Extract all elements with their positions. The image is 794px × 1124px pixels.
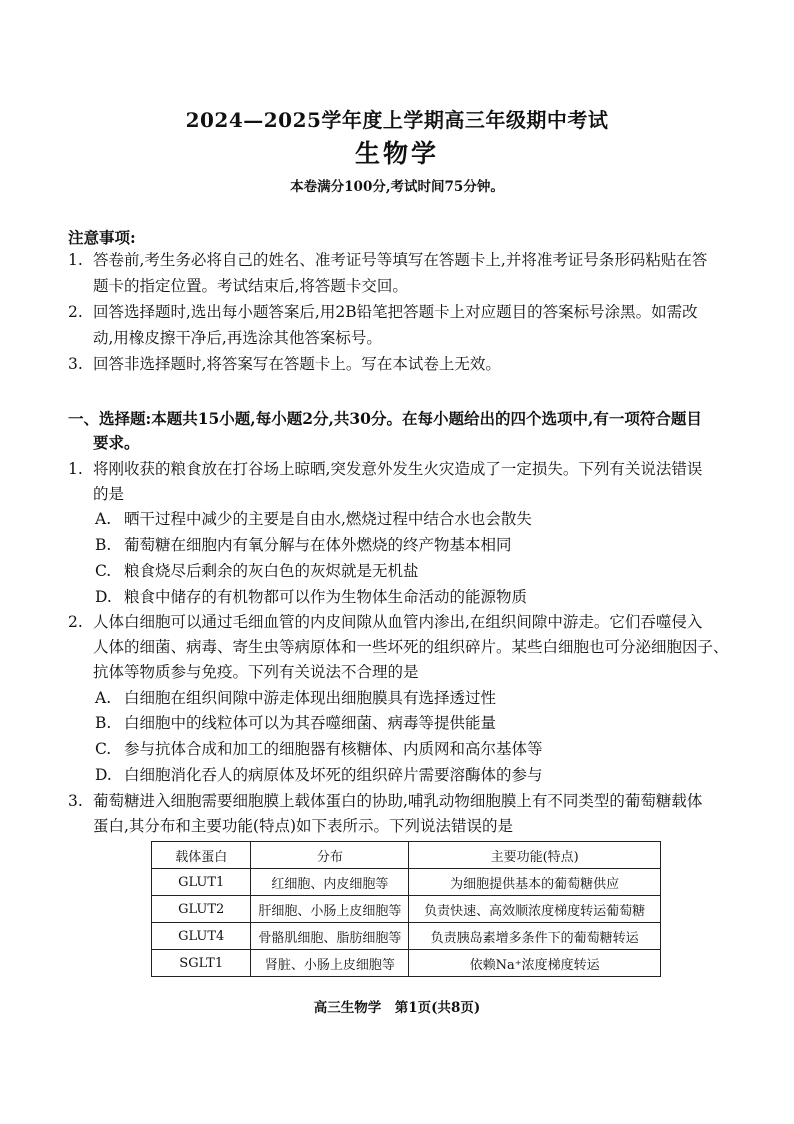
question-number: 1.: [68, 460, 83, 478]
option-letter: A.: [95, 510, 112, 528]
question-number: 2.: [68, 613, 83, 631]
table-header: 主要功能(特点): [409, 842, 661, 869]
notice-heading: 注意事项:: [68, 228, 136, 247]
section-heading: 一、选择题:本题共15小题,每小题2分,共30分。在每小题给出的四个选项中,有一项符合题目: [68, 409, 702, 428]
table-cell: 负责胰岛素增多条件下的葡萄糖转运: [409, 923, 661, 950]
option-text: 白细胞在组织间隙中游走体现出细胞膜具有选择透过性: [124, 689, 497, 707]
option-text: 白细胞消化吞人的病原体及坏死的组织碎片需要溶酶体的参与: [124, 766, 543, 784]
option-letter: B.: [95, 714, 112, 732]
option-text: 参与抗体合成和加工的细胞器有核糖体、内质网和高尔基体等: [124, 740, 543, 758]
option-letter: C.: [95, 740, 112, 758]
question-stem: 人体的细菌、病毒、寄生虫等病原体和一些坏死的组织碎片。某些白细胞也可分泌细胞因子、: [93, 638, 729, 656]
question-number: 3.: [68, 792, 83, 810]
table-cell: GLUT1: [152, 869, 251, 896]
table-row: [152, 869, 661, 896]
table-row: [152, 923, 661, 950]
table-cell: GLUT4: [152, 923, 251, 950]
table-cell: GLUT2: [152, 896, 251, 923]
notice-num: 2.: [68, 303, 83, 321]
table-header-row: [152, 842, 661, 869]
glucose-transporter-table: [151, 841, 661, 977]
option-text: 粮食中储存的有机物都可以作为生物体生命活动的能源物质: [124, 588, 528, 606]
notice-line: 回答选择题时,选出每小题答案后,用2B铅笔把答题卡上对应题目的答案标号涂黑。如需改: [93, 303, 698, 321]
table-cell: 为细胞提供基本的葡萄糖供应: [409, 869, 661, 896]
subject-title: 生物学: [354, 139, 439, 168]
question-stem: 人体白细胞可以通过毛细血管的内皮间隙从血管内渗出,在组织间隙中游走。它们吞噬侵入: [93, 613, 703, 631]
option-text: 粮食烧尽后剩余的灰白色的灰烬就是无机盐: [124, 562, 419, 580]
table-cell: 骨骼肌细胞、脂肪细胞等: [251, 923, 409, 950]
section-heading: 要求。: [93, 433, 140, 452]
exam-info: 本卷满分100分,考试时间75分钟。: [290, 179, 504, 195]
question-stem: 将刚收获的粮食放在打谷场上晾晒,突发意外发生火灾造成了一定损失。下列有关说法错误: [93, 460, 703, 478]
table-header: 分布: [251, 842, 409, 869]
table-header: 载体蛋白: [152, 842, 251, 869]
notice-num: 1.: [68, 251, 83, 269]
table-cell: 依赖Na⁺浓度梯度转运: [409, 950, 661, 977]
table-cell: 肾脏、小肠上皮细胞等: [251, 950, 409, 977]
table-cell: SGLT1: [152, 950, 251, 977]
option-letter: C.: [95, 562, 112, 580]
exam-title: 2024—2025学年度上学期高三年级期中考试: [185, 108, 609, 132]
option-text: 晒干过程中减少的主要是自由水,燃烧过程中结合水也会散失: [124, 510, 532, 528]
option-letter: B.: [95, 536, 112, 554]
notice-num: 3.: [68, 355, 83, 373]
option-text: 葡萄糖在细胞内有氧分解与在体外燃烧的终产物基本相同: [124, 536, 512, 554]
option-letter: D.: [95, 588, 112, 606]
table-cell: 红细胞、内皮细胞等: [251, 869, 409, 896]
table-cell: 肝细胞、小肠上皮细胞等: [251, 896, 409, 923]
notice-line: 动,用橡皮擦干净后,再选涂其他答案标号。: [93, 329, 382, 347]
option-letter: D.: [95, 766, 112, 784]
question-stem: 葡萄糖进入细胞需要细胞膜上载体蛋白的协助,哺乳动物细胞膜上有不同类型的葡萄糖载体: [93, 792, 703, 810]
notice-line: 回答非选择题时,将答案写在答题卡上。写在本试卷上无效。: [93, 355, 501, 373]
table-row: [152, 950, 661, 977]
notice-line: 答卷前,考生务必将自己的姓名、准考证号等填写在答题卡上,并将准考证号条形码粘贴在答: [93, 251, 708, 269]
question-stem: 抗体等物质参与免疫。下列有关说法不合理的是: [93, 663, 419, 681]
table-row: [152, 896, 661, 923]
table-cell: 负责快速、高效顺浓度梯度转运葡萄糖: [409, 896, 661, 923]
notice-line: 题卡的指定位置。考试结束后,将答题卡交回。: [93, 277, 408, 295]
question-stem: 蛋白,其分布和主要功能(特点)如下表所示。下列说法错误的是: [93, 817, 514, 835]
option-letter: A.: [95, 689, 112, 707]
option-text: 白细胞中的线粒体可以为其吞噬细菌、病毒等提供能量: [124, 714, 497, 732]
page-footer: 高三生物学 第1页(共8页): [313, 1000, 481, 1016]
question-stem: 的是: [93, 485, 125, 503]
